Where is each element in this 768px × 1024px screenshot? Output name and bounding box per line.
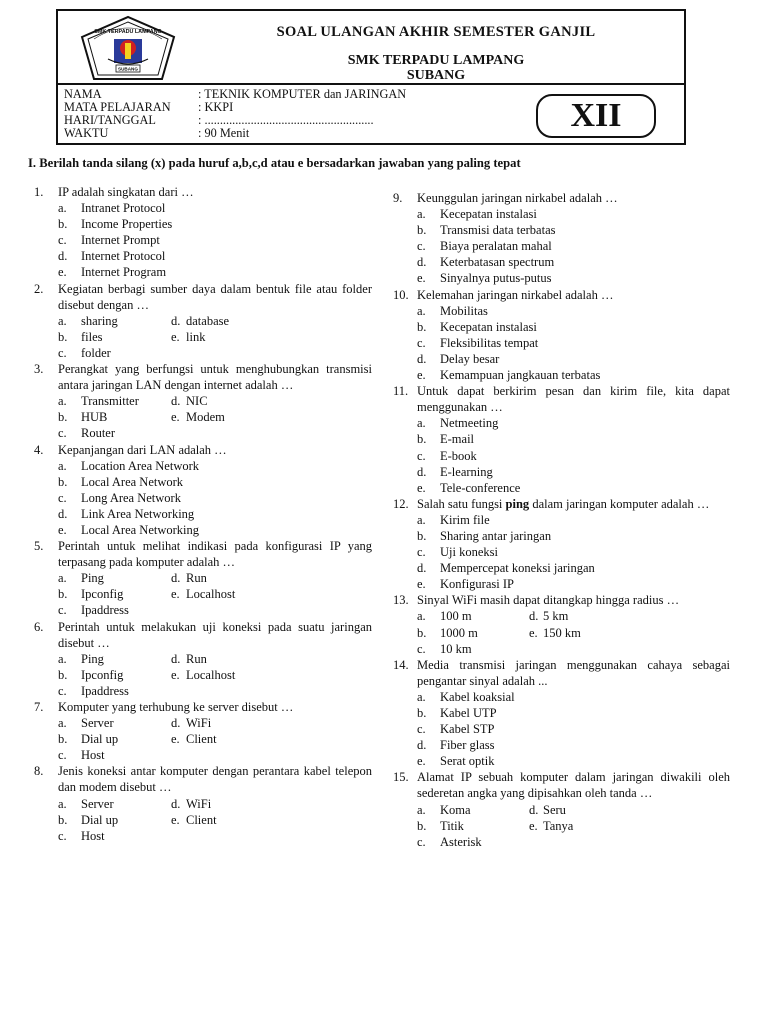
option-row xyxy=(34,747,372,763)
option-text: Kecepatan instalasi xyxy=(440,319,537,334)
option-letter[interactable]: b. xyxy=(58,587,68,602)
option-letter[interactable]: c. xyxy=(58,490,67,505)
option-text: Host xyxy=(81,828,105,843)
option-letter[interactable]: c. xyxy=(417,834,426,849)
option-letter[interactable]: c. xyxy=(58,426,67,441)
option-text: Kemampuan jangkauan terbatas xyxy=(440,368,601,383)
option-letter[interactable]: e. xyxy=(417,480,426,495)
option-row xyxy=(393,721,730,737)
option-text: Kecepatan instalasi xyxy=(440,207,537,222)
option-text: Dial up xyxy=(81,812,119,827)
option-row xyxy=(34,264,372,280)
question-number: 1. xyxy=(34,185,44,199)
option-text: E-book xyxy=(440,448,477,463)
option-row xyxy=(34,425,372,441)
option-letter[interactable]: d. xyxy=(58,249,68,264)
option-text: Netmeeting xyxy=(440,416,499,431)
option-text: Sharing antar jaringan xyxy=(440,528,552,543)
option-letter[interactable]: a. xyxy=(417,689,426,704)
option-row xyxy=(393,641,730,657)
option-letter[interactable]: d. xyxy=(417,255,427,270)
question-number: 9. xyxy=(393,191,403,205)
option-text: Host xyxy=(81,748,105,763)
option-row xyxy=(393,802,730,818)
option-letter[interactable]: b. xyxy=(58,667,68,682)
option-letter[interactable]: a. xyxy=(58,796,67,811)
question-text: Media transmisi jaringan menggunakan cahaya sebagai pengantar sinyal adalah ... xyxy=(417,657,730,688)
option-letter[interactable]: b. xyxy=(58,217,68,232)
option-letter[interactable]: a. xyxy=(58,716,67,731)
option-letter[interactable]: c. xyxy=(58,683,67,698)
option-letter[interactable]: d. xyxy=(417,738,427,753)
option-row xyxy=(34,216,372,232)
option-text: Koma xyxy=(440,802,471,817)
option-text: Transmisi data terbatas xyxy=(440,223,556,238)
option-row xyxy=(34,313,372,329)
question-text: Keunggulan jaringan nirkabel adalah … xyxy=(417,191,618,205)
option-text: NIC xyxy=(186,394,208,409)
option-letter[interactable]: b. xyxy=(417,528,427,543)
question-text: Kegiatan berbagi sumber daya dalam bentuk file atau folder disebut dengan … xyxy=(58,281,372,312)
option-row xyxy=(393,431,730,447)
option-text: link xyxy=(186,329,206,344)
option-text: Fleksibilitas tempat xyxy=(440,335,539,350)
option-letter[interactable]: a. xyxy=(417,802,426,817)
option-text: Internet Program xyxy=(81,265,167,280)
option-row xyxy=(34,393,372,409)
option-row xyxy=(34,731,372,747)
option-text: Mempercepat koneksi jaringan xyxy=(440,561,595,576)
option-row xyxy=(34,409,372,425)
option-row xyxy=(34,522,372,538)
option-letter[interactable]: e. xyxy=(58,522,67,537)
option-letter[interactable]: b. xyxy=(417,625,427,640)
option-row xyxy=(34,248,372,264)
exam-title: SOAL ULANGAN AKHIR SEMESTER GANJIL xyxy=(276,24,596,40)
option-letter[interactable]: b. xyxy=(417,223,427,238)
option-text: WiFi xyxy=(186,716,212,731)
option-row xyxy=(34,490,372,506)
option-letter[interactable]: a. xyxy=(417,303,426,318)
option-row xyxy=(393,270,730,286)
option-letter[interactable]: a. xyxy=(58,458,67,473)
option-letter[interactable]: d. xyxy=(417,464,427,479)
question-text: Kepanjangan dari LAN adalah … xyxy=(58,442,227,457)
exam-header xyxy=(56,9,686,85)
option-letter[interactable]: a. xyxy=(58,651,67,666)
option-row xyxy=(393,512,730,528)
option-row xyxy=(34,683,372,699)
option-letter[interactable]: b. xyxy=(58,474,68,489)
option-letter[interactable]: c. xyxy=(417,448,426,463)
option-text: Mobilitas xyxy=(440,303,488,318)
option-text: Delay besar xyxy=(440,351,500,366)
question-item xyxy=(393,769,730,801)
option-letter[interactable]: d. xyxy=(171,313,181,328)
question-item xyxy=(34,619,372,651)
option-letter[interactable]: c. xyxy=(58,828,67,843)
option-text: sharing xyxy=(81,313,118,328)
option-letter[interactable]: e. xyxy=(171,732,180,747)
option-row xyxy=(34,796,372,812)
option-letter[interactable]: c. xyxy=(417,239,426,254)
questions-column-right xyxy=(393,190,730,850)
question-text-part: Salah satu fungsi xyxy=(417,496,506,511)
option-text: 1000 m xyxy=(440,625,478,640)
logo-text: SMK TERPADU LAMPANG xyxy=(94,29,162,35)
option-text: Kabel UTP xyxy=(440,706,497,720)
option-letter[interactable]: a. xyxy=(58,394,67,409)
option-text: Internet Prompt xyxy=(81,233,160,248)
option-row xyxy=(393,528,730,544)
option-text: 5 km xyxy=(543,609,569,624)
option-text: Run xyxy=(186,651,207,666)
question-text: Perintah untuk melihat indikasi pada konfigurasi IP yang terpasang pada komputer adalah … xyxy=(58,539,372,570)
option-text: WiFi xyxy=(186,796,212,811)
option-row xyxy=(393,464,730,480)
option-text: Serat optik xyxy=(440,754,495,769)
school-logo xyxy=(78,15,178,81)
option-row xyxy=(393,335,730,351)
option-row xyxy=(34,458,372,474)
question-text: Alamat IP sebuah komputer dalam jaringan diwakili oleh sederetan angka yang dipisahkan oleh tanda … xyxy=(417,770,730,801)
option-letter[interactable]: e. xyxy=(58,265,67,280)
option-text: Konfigurasi IP xyxy=(440,577,514,592)
info-value: : ....................................................... xyxy=(198,113,374,127)
option-text: E-mail xyxy=(440,432,475,447)
option-letter[interactable]: b. xyxy=(58,410,68,425)
option-letter[interactable]: e. xyxy=(417,368,426,383)
question-number: 10. xyxy=(393,287,409,302)
option-row xyxy=(393,544,730,560)
option-text: Ping xyxy=(81,651,104,666)
option-letter[interactable]: c. xyxy=(58,345,67,360)
option-row xyxy=(393,753,730,769)
option-letter[interactable]: d. xyxy=(171,651,181,666)
question-number: 12. xyxy=(393,496,409,511)
option-letter[interactable]: a. xyxy=(58,313,67,328)
info-value: : 90 Menit xyxy=(198,126,250,140)
option-row xyxy=(393,254,730,270)
question-text: Perintah untuk melakukan uji koneksi pada suatu jaringan disebut … xyxy=(58,619,372,650)
option-row xyxy=(34,506,372,522)
question-item xyxy=(34,442,372,458)
option-letter[interactable]: d. xyxy=(58,506,68,521)
question-number: 3. xyxy=(34,362,44,377)
info-label: NAMA xyxy=(64,87,102,101)
info-label: WAKTU xyxy=(64,126,109,140)
option-letter[interactable]: d. xyxy=(171,394,181,409)
option-row xyxy=(34,651,372,667)
option-row xyxy=(393,480,730,496)
option-text: E-learning xyxy=(440,464,493,479)
info-value: : KKPI xyxy=(198,100,234,114)
option-row xyxy=(34,200,372,216)
option-text: Titik xyxy=(440,818,464,833)
option-row xyxy=(34,812,372,828)
question-item xyxy=(393,287,730,303)
option-row xyxy=(393,560,730,576)
option-letter[interactable]: a. xyxy=(417,207,426,222)
question-number: 11. xyxy=(393,384,409,399)
option-letter[interactable]: d. xyxy=(417,351,427,366)
option-text: Local Area Networking xyxy=(81,522,200,537)
option-text: Run xyxy=(186,571,207,586)
option-text: 10 km xyxy=(440,641,472,656)
option-text: Location Area Network xyxy=(81,458,200,473)
option-row xyxy=(393,415,730,431)
option-text: database xyxy=(186,313,230,328)
question-item xyxy=(393,383,730,415)
option-letter[interactable]: c. xyxy=(58,233,67,248)
option-text: Kabel koaksial xyxy=(440,689,515,704)
option-text: Sinyalnya putus-putus xyxy=(440,271,552,286)
question-item xyxy=(34,184,372,200)
option-letter[interactable]: b. xyxy=(417,818,427,833)
option-letter[interactable]: a. xyxy=(58,571,67,586)
option-letter[interactable]: c. xyxy=(58,748,67,763)
question-text xyxy=(417,496,730,512)
option-text: Localhost xyxy=(186,587,236,602)
option-letter[interactable]: e. xyxy=(171,329,180,344)
option-letter[interactable]: d. xyxy=(171,571,181,586)
question-item xyxy=(393,592,730,608)
option-text: Intranet Protocol xyxy=(81,201,166,216)
school-city: SUBANG xyxy=(406,68,466,83)
option-row xyxy=(393,689,730,705)
option-text: Long Area Network xyxy=(81,490,181,505)
option-letter[interactable]: c. xyxy=(417,641,426,656)
info-value: : TEKNIK KOMPUTER dan JARINGAN xyxy=(198,87,407,101)
option-text: Localhost xyxy=(186,667,236,682)
instruction: I. Berilah tanda silang (x) pada huruf a,b,c,d atau e bersadarkan jawaban yang paling tepat xyxy=(28,156,521,170)
option-text: 150 km xyxy=(543,625,581,640)
option-text: Link Area Networking xyxy=(81,506,195,521)
option-text: HUB xyxy=(81,410,108,425)
question-number: 5. xyxy=(34,539,44,554)
option-text: Seru xyxy=(543,802,566,817)
info-label: HARI/TANGGAL xyxy=(64,113,156,127)
option-letter[interactable]: e. xyxy=(417,271,426,286)
question-item xyxy=(34,538,372,570)
option-row xyxy=(393,737,730,753)
option-letter[interactable]: d. xyxy=(171,716,181,731)
question-item xyxy=(34,281,372,313)
option-row xyxy=(393,238,730,254)
question-text: Sinyal WiFi masih dapat ditangkap hingga radius … xyxy=(417,593,680,608)
option-text: Ipaddress xyxy=(81,683,129,698)
question-number: 7. xyxy=(34,700,44,714)
option-text: Kabel STP xyxy=(440,722,495,737)
option-letter[interactable]: b. xyxy=(417,319,427,334)
option-text: Income Properties xyxy=(81,217,173,232)
option-row xyxy=(393,625,730,641)
question-text: IP adalah singkatan dari … xyxy=(58,185,194,199)
option-text: Server xyxy=(81,796,114,811)
option-text: Modem xyxy=(186,410,225,425)
question-text-part: dalam jaringan komputer adalah … xyxy=(529,496,710,511)
option-row xyxy=(34,474,372,490)
question-item xyxy=(34,699,372,715)
option-letter[interactable]: a. xyxy=(417,512,426,527)
option-letter[interactable]: d. xyxy=(171,796,181,811)
option-letter[interactable]: b. xyxy=(58,732,68,747)
option-text: Tanya xyxy=(543,818,574,833)
option-row xyxy=(34,232,372,248)
option-row xyxy=(393,834,730,850)
option-text: Ipconfig xyxy=(81,667,124,682)
question-item xyxy=(34,361,372,393)
option-letter[interactable]: a. xyxy=(58,201,67,216)
option-text: Ipaddress xyxy=(81,603,129,618)
info-label: MATA PELAJARAN xyxy=(64,100,171,114)
question-text: Untuk dapat berkirim pesan dan kirim file, kita dapat menggunakan … xyxy=(417,384,730,415)
question-number: 14. xyxy=(393,657,409,672)
question-text: Kelemahan jaringan nirkabel adalah … xyxy=(417,287,614,302)
option-letter[interactable]: d. xyxy=(529,802,539,817)
option-letter[interactable]: c. xyxy=(417,545,426,560)
student-info-box xyxy=(56,85,686,145)
option-letter[interactable]: b. xyxy=(417,706,427,720)
option-row xyxy=(393,303,730,319)
option-text: Transmitter xyxy=(81,394,139,409)
option-letter[interactable]: d. xyxy=(529,609,539,624)
question-text: Komputer yang terhubung ke server disebut … xyxy=(58,700,294,714)
option-text: Asterisk xyxy=(440,834,482,849)
option-row xyxy=(34,828,372,844)
option-row xyxy=(393,206,730,222)
option-text: Client xyxy=(186,812,217,827)
option-text: 100 m xyxy=(440,609,472,624)
option-text: Dial up xyxy=(81,732,119,747)
question-item xyxy=(393,496,730,512)
question-keyword: ping xyxy=(505,496,530,511)
option-text: files xyxy=(81,329,103,344)
option-letter[interactable]: e. xyxy=(529,818,538,833)
option-letter[interactable]: e. xyxy=(171,587,180,602)
option-letter[interactable]: e. xyxy=(171,410,180,425)
option-letter[interactable]: b. xyxy=(58,812,68,827)
option-letter[interactable]: e. xyxy=(171,812,180,827)
option-row xyxy=(393,705,730,721)
option-letter[interactable]: b. xyxy=(417,432,427,447)
question-number: 13. xyxy=(393,593,409,608)
option-row xyxy=(393,448,730,464)
question-number: 15. xyxy=(393,770,409,785)
option-row xyxy=(393,367,730,383)
option-letter[interactable]: a. xyxy=(417,416,426,431)
option-text: Internet Protocol xyxy=(81,249,166,264)
option-letter[interactable]: e. xyxy=(171,667,180,682)
option-row xyxy=(34,667,372,683)
option-text: Ipconfig xyxy=(81,587,124,602)
question-item xyxy=(393,657,730,689)
option-letter[interactable]: b. xyxy=(58,329,68,344)
option-text: Ping xyxy=(81,571,104,586)
option-row xyxy=(34,345,372,361)
option-row xyxy=(393,608,730,624)
option-text: Kirim file xyxy=(440,512,490,527)
question-text: Perangkat yang berfungsi untuk menghubungkan transmisi antara jaringan LAN dengan internet adalah … xyxy=(58,362,372,393)
option-letter[interactable]: e. xyxy=(529,625,538,640)
question-number: 8. xyxy=(34,764,44,779)
logo-subtext: SUBANG xyxy=(118,66,138,72)
question-number: 2. xyxy=(34,281,44,296)
option-row xyxy=(393,222,730,238)
option-row xyxy=(34,602,372,618)
option-text: Biaya peralatan mahal xyxy=(440,239,552,254)
option-text: Server xyxy=(81,716,114,731)
school-name: SMK TERPADU LAMPANG xyxy=(347,53,525,68)
option-text: Fiber glass xyxy=(440,738,495,753)
option-row xyxy=(393,319,730,335)
option-text: Tele-conference xyxy=(440,480,521,495)
option-row xyxy=(34,586,372,602)
option-letter[interactable]: c. xyxy=(58,603,67,618)
option-row xyxy=(393,576,730,592)
question-item xyxy=(393,190,730,206)
option-text: Client xyxy=(186,732,217,747)
option-text: Uji koneksi xyxy=(440,545,498,560)
option-letter[interactable]: e. xyxy=(417,577,426,592)
option-letter[interactable]: d. xyxy=(417,561,427,576)
question-item xyxy=(34,763,372,795)
question-number: 4. xyxy=(34,442,44,457)
option-letter[interactable]: c. xyxy=(417,335,426,350)
option-letter[interactable]: a. xyxy=(417,609,426,624)
questions-column-left xyxy=(34,184,372,844)
option-text: folder xyxy=(81,345,111,360)
option-text: Router xyxy=(81,426,116,441)
question-number: 6. xyxy=(34,619,44,634)
grade-badge: XII xyxy=(536,94,656,138)
option-text: Keterbatasan spectrum xyxy=(440,255,555,270)
option-row xyxy=(34,715,372,731)
option-row xyxy=(393,351,730,367)
question-text: Jenis koneksi antar komputer dengan perantara kabel telepon dan modem disebut … xyxy=(58,764,372,795)
option-row xyxy=(34,329,372,345)
option-text: Local Area Network xyxy=(81,474,184,489)
option-row xyxy=(393,818,730,834)
option-letter[interactable]: c. xyxy=(417,722,426,737)
option-letter[interactable]: e. xyxy=(417,754,426,769)
option-row xyxy=(34,570,372,586)
